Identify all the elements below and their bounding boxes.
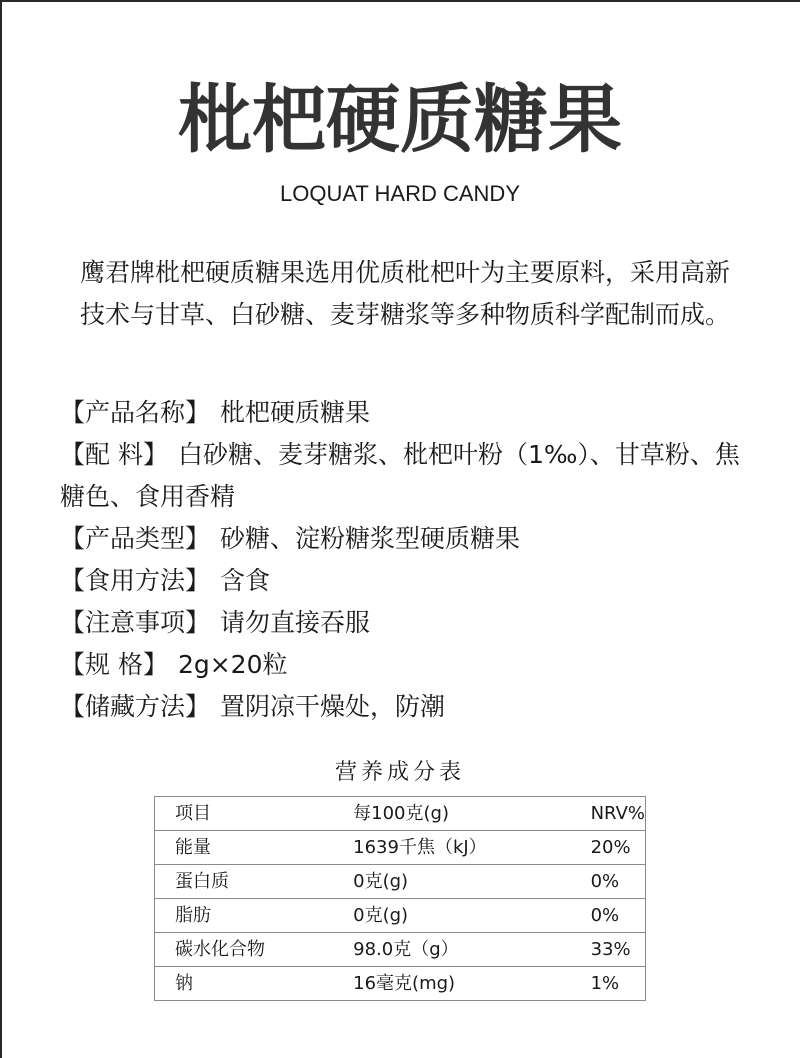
spec-label: 【注意事项】 [60,608,211,637]
nutrition-table [154,796,646,1001]
spec-row-product-name [60,392,760,434]
table-cell: 0克(g) [333,899,580,933]
table-row [155,865,646,899]
spec-row-storage [60,686,760,728]
spec-value: 砂糖、淀粉糖浆型硬质糖果 [220,524,521,553]
spec-list [60,392,760,728]
product-subtitle: LOQUAT HARD CANDY [279,181,520,206]
table-cell: 0克(g) [333,865,580,899]
table-header-cell: 项目 [155,797,334,831]
spec-row-notice [60,602,760,644]
table-cell: 33% [581,933,646,967]
table-cell: 蛋白质 [155,865,334,899]
table-cell: 20% [581,831,646,865]
spec-row-product-type [60,518,760,560]
spec-row-size [60,644,760,686]
table-cell: 脂肪 [155,899,334,933]
nutrition-table-title: 营养成分表 [334,760,465,785]
table-row [155,967,646,1001]
spec-value: 白砂糖、麦芽糖浆、枇杷叶粉（1‰）、甘草粉、焦糖色、食用香精 [60,440,740,511]
table-cell: 98.0克（g） [333,933,580,967]
spec-value: 请勿直接吞服 [220,608,371,637]
spec-label: 【储藏方法】 [60,692,211,721]
table-cell: 16毫克(mg) [333,967,580,1001]
table-header-cell: NRV% [581,797,646,831]
spec-label: 【产品类型】 [60,524,211,553]
table-cell: 碳水化合物 [155,933,334,967]
table-cell: 1% [581,967,646,1001]
spec-label: 【食用方法】 [60,566,211,595]
product-title: 枇杷硬质糖果 [178,77,622,163]
table-cell: 能量 [155,831,334,865]
table-header-cell: 每100克(g) [333,797,580,831]
spec-value: 2g×20粒 [177,650,288,679]
table-row [155,899,646,933]
spec-value: 含食 [220,566,271,595]
spec-label: 【配 料】 [60,440,168,469]
spec-row-ingredients [60,434,760,518]
spec-label: 【规 格】 [60,650,168,679]
table-cell: 0% [581,899,646,933]
table-cell: 0% [581,865,646,899]
spec-row-usage [60,560,760,602]
table-row [155,831,646,865]
spec-value: 枇杷硬质糖果 [220,398,371,427]
table-row [155,933,646,967]
table-cell: 钠 [155,967,334,1001]
table-cell: 1639千焦（kJ） [333,831,580,865]
intro-paragraph: 鹰君牌枇杷硬质糖果选用优质枇杷叶为主要原料，采用高新技术与甘草、白砂糖、麦芽糖浆等多种物质科学配制而成。 [80,258,731,329]
table-header-row [155,797,646,831]
spec-label: 【产品名称】 [60,398,211,427]
spec-value: 置阴凉干燥处，防潮 [220,692,446,721]
